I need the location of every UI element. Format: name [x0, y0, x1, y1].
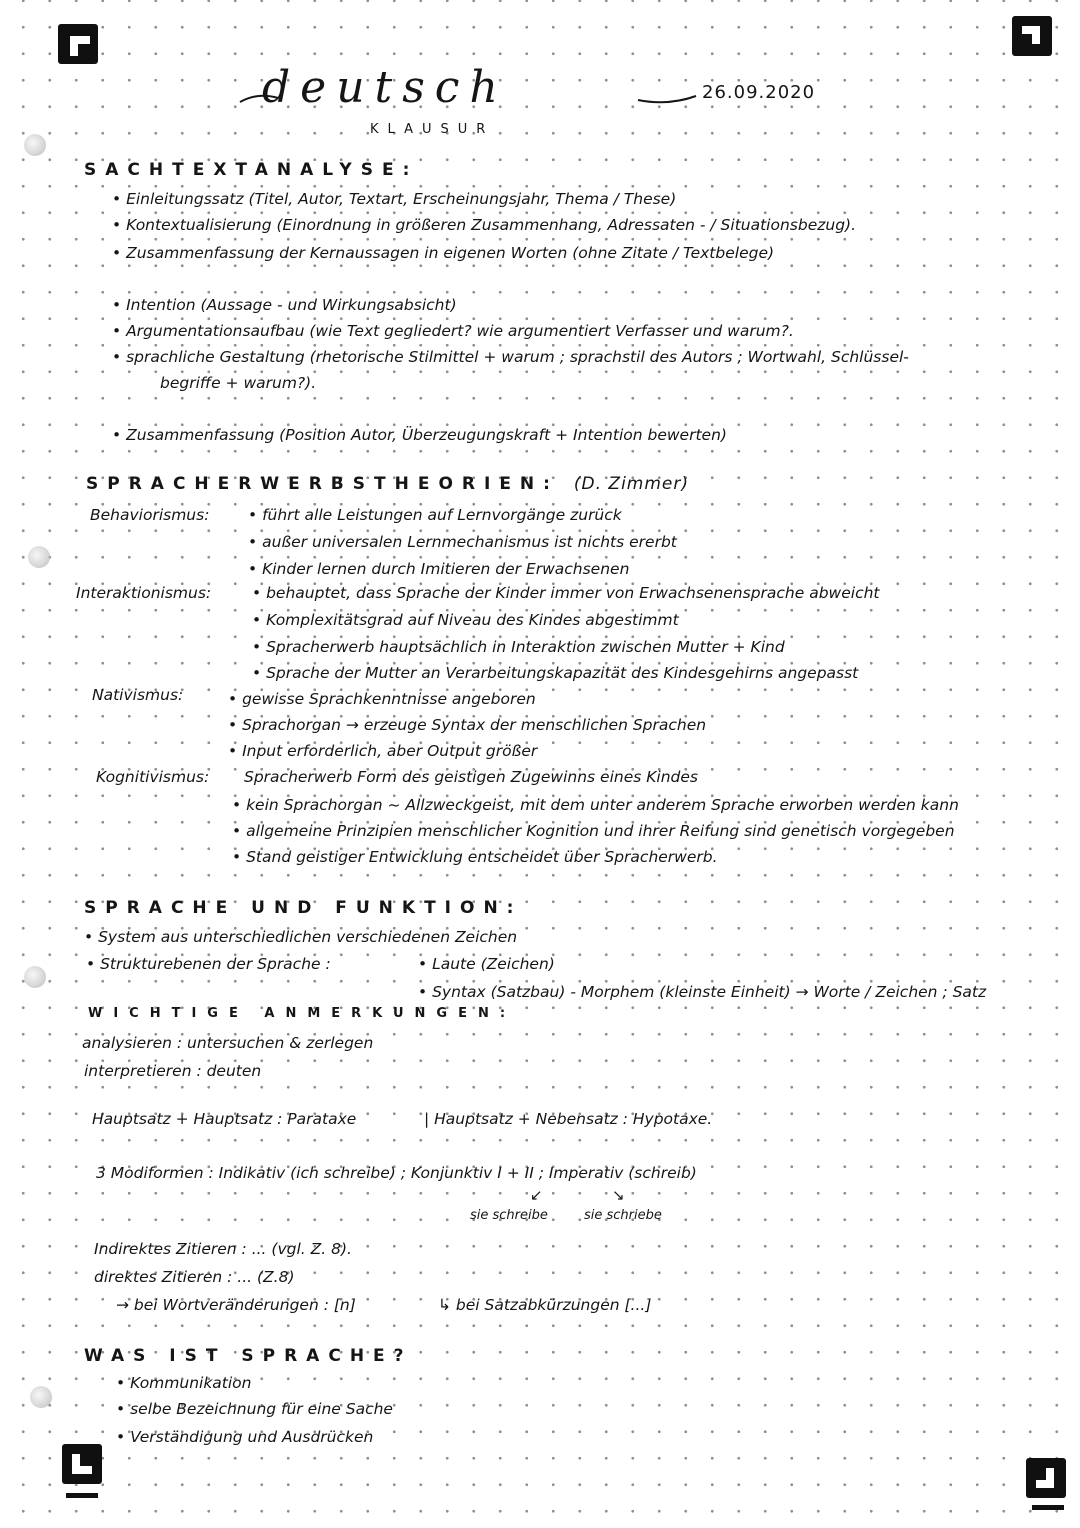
section-heading-spracherwerbstheorien: SPRACHERWERBSTHEORIEN: (D. Zimmer): [86, 474, 689, 494]
list-item: • Einleitungssatz (Titel, Autor, Textart, Erscheinungsjahr, Thema / These): [112, 190, 677, 208]
note-line: analysieren : untersuchen & zerlegen: [82, 1034, 374, 1052]
note-line: | Hauptsatz + Nebensatz : Hypotaxe.: [424, 1110, 713, 1128]
punch-hole: [30, 1386, 52, 1408]
section-heading-was-ist-sprache: WAS IST SPRACHE?: [84, 1346, 413, 1366]
list-item: • sprachliche Gestaltung (rhetorische Stilmittel + warum ; sprachstil des Autors ; Wortwahl, Schlüssel-: [112, 348, 909, 366]
section-heading-wichtige-anmerkungen: WICHTIGE ANMERKUNGEN:: [88, 1006, 517, 1021]
list-item: • Kinder lernen durch Imitieren der Erwachsenen: [248, 560, 630, 578]
list-item: • Zusammenfassung (Position Autor, Überzeugungskraft + Intention bewerten): [112, 426, 727, 444]
section-heading-sachtextanalyse: SACHTEXTANALYSE:: [84, 160, 419, 180]
list-item: • selbe Bezeichnung für eine Sache: [116, 1400, 393, 1418]
list-item: • Input erforderlich, aber Output größer: [228, 742, 538, 760]
list-item: • allgemeine Prinzipien menschlicher Kognition und ihrer Reifung sind genetisch vorgegeben: [232, 822, 955, 840]
list-item: • behauptet, dass Sprache der Kinder immer von Erwachsenensprache abweicht: [252, 584, 880, 602]
list-item: • Stand geistiger Entwicklung entscheidet über Spracherwerb.: [232, 848, 718, 866]
punch-hole: [28, 546, 50, 568]
title-underline-flourish: [238, 88, 698, 108]
list-item: • Zusammenfassung der Kernaussagen in eigenen Worten (ohne Zitate / Textbelege): [112, 244, 775, 262]
arrow-down-left-icon: ↙: [530, 1186, 543, 1204]
page-title: deutsch: [262, 62, 508, 113]
note-line: interpretieren : deuten: [84, 1062, 262, 1080]
theory-label-interaktionismus: Interaktionismus:: [76, 584, 212, 602]
list-item: • System aus unterschiedlichen verschiedenen Zeichen: [84, 928, 518, 946]
list-item: • Sprache der Mutter an Verarbeitungskapazität des Kindesgehirns angepasst: [252, 664, 859, 682]
list-item: • Komplexitätsgrad auf Niveau des Kindes abgestimmt: [252, 611, 679, 629]
section-heading-sprache-und-funktion: SPRACHE UND FUNKTION:: [84, 898, 523, 918]
corner-bar-bottom-right: [1032, 1505, 1064, 1510]
corner-mark-top-left: [58, 24, 98, 64]
list-item: • Intention (Aussage - und Wirkungsabsicht): [112, 296, 457, 314]
corner-mark-bottom-right: [1026, 1458, 1066, 1498]
note-line: Hauptsatz + Hauptsatz : Parataxe: [92, 1110, 357, 1128]
list-item: • Verständigung und Ausdrücken: [116, 1428, 374, 1446]
list-item-continuation: begriffe + warum?).: [160, 374, 317, 392]
list-item: • Spracherwerb hauptsächlich in Interaktion zwischen Mutter + Kind: [252, 638, 785, 656]
list-item: • Laute (Zeichen): [418, 955, 555, 973]
arrow-down-right-icon: ↘: [612, 1186, 625, 1204]
list-item: Spracherwerb Form des geistigen Zugewinns eines Kindes: [244, 768, 698, 786]
corner-bar-bottom-left: [66, 1493, 98, 1498]
theory-label-behaviorismus: Behaviorismus:: [90, 506, 210, 524]
list-item: • kein Sprachorgan ~ Allzweckgeist, mit dem unter anderem Sprache erworben werden kann: [232, 796, 959, 814]
punch-hole: [24, 966, 46, 988]
note-line: ↳ bei Satzabkürzungen [...]: [438, 1296, 652, 1314]
note-line: → bei Wortveränderungen : [n]: [116, 1296, 356, 1314]
corner-mark-top-right: [1012, 16, 1052, 56]
date: 26.09.2020: [702, 82, 816, 103]
list-item: • Kommunikation: [116, 1374, 252, 1392]
list-item: • außer universalen Lernmechanismus ist nichts ererbt: [248, 533, 677, 551]
theory-label-nativismus: Nativismus:: [92, 686, 184, 704]
list-item: • Strukturebenen der Sprache :: [86, 955, 331, 973]
note-line: 3 Modiformen : Indikativ (ich schreibe) ; Konjunktiv I + II ; Imperativ (schreib): [96, 1164, 697, 1182]
theory-label-kognitivismus: Kognitivismus:: [96, 768, 210, 786]
list-item: • führt alle Leistungen auf Lernvorgänge zurück: [248, 506, 622, 524]
note-line: Indirektes Zitieren : ... (vgl. Z. 8).: [94, 1240, 352, 1258]
list-item: • gewisse Sprachkenntnisse angeboren: [228, 690, 536, 708]
konjunktiv-example: sie schriebe: [584, 1208, 662, 1223]
note-line: direktes Zitieren : ... (Z.8): [94, 1268, 295, 1286]
exam-label: KLAUSUR: [370, 122, 495, 137]
list-item: • Kontextualisierung (Einordnung in größeren Zusammenhang, Adressaten - / Situationsbezug).: [112, 216, 857, 234]
list-item: • Argumentationsaufbau (wie Text gegliedert? wie argumentiert Verfasser und warum?.: [112, 322, 794, 340]
list-item: • Syntax (Satzbau) - Morphem (kleinste Einheit) → Worte / Zeichen ; Satz: [418, 983, 987, 1001]
corner-mark-bottom-left: [62, 1444, 102, 1484]
konjunktiv-example: sie schreibe: [470, 1208, 548, 1223]
list-item: • Sprachorgan → erzeuge Syntax der menschlichen Sprachen: [228, 716, 707, 734]
punch-hole: [24, 134, 46, 156]
